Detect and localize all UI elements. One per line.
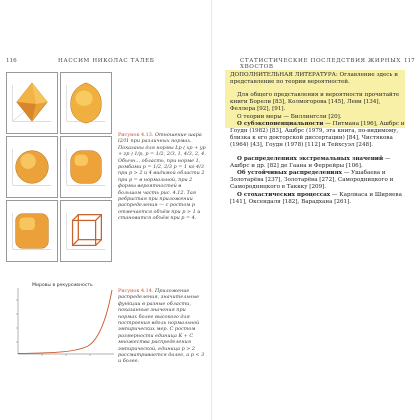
norm-ball-rounded-cube-a: [60, 136, 112, 198]
right-page-number: 117: [404, 58, 415, 64]
further-reading-heading: ДОПОЛНИТЕЛЬНАЯ ЛИТЕРАТУРА: Оглавление здесь и представление по теории вероятностей.: [230, 72, 398, 86]
paragraph-extreme-values: О распределениях экстремальных значений — Ашбрс и др. [82] де Гаана и Феррейры [106].: [230, 155, 391, 169]
figure-recursive-curve: [6, 282, 118, 366]
norm-ball-rounded-diamond: [60, 72, 112, 134]
figure-norm-balls: [6, 72, 112, 266]
left-running-head: НАССИМ НИКОЛАС ТАЛЕБ: [58, 58, 155, 64]
bold-term: Об устойчивых распределениях: [237, 170, 342, 177]
bold-term: О субэкспоненциальности: [237, 120, 324, 127]
paragraph-stable: Об устойчивых распределениях — Ушабаева и Золотарёва [237], Золотарёва [272], Самородницкого и Самородницкого в Таккку [209].: [230, 170, 394, 191]
paragraph-measure: О теории меры — Биллингсли [20].: [237, 113, 342, 120]
figure-caption-4-13: [118, 132, 206, 222]
paragraph-general: Для общего представления и вероятности прочитайте книги Борели [83], Колмогорова [145], Леви [134], Феллера [92], [91].: [230, 92, 400, 113]
figure-caption-text-4-13: Отношение шара l2/l1 при различных нормах. Показаны для нормы Lp ( xp + yp + zp ) 1/p, p = 1/2, 2/3, 1, 4/3, 2, 4. Обычн… область, при норме 1, ромбами p = 1/2, 2/3 p = 1 ко 4/3 при p > 2 и 4 видимой области 2 при p = в нормальной, при 2 формы вероятностей в большом часть рис. 4.12. Тая ребристая при приложении распределения — с ростом p отмечается объём при p > 1 и становится объём при p = 4.: [118, 132, 206, 222]
norm-ball-octahedron: [6, 72, 58, 134]
norm-ball-rounded-cube-b: [6, 200, 58, 262]
norm-ball-sphere: [6, 136, 58, 198]
paragraph-subexponential: О субэкспоненциальности — Питмана [196], Ашбрс и Гоудн (1982) [83], Ашбрс (1979, эта книга, по-видимому, близка к его докторской диссертации) [84], Чистякова (1964) [43], Гоудн (1978) [112] и Тейхсуэл [248].: [230, 120, 405, 149]
figure-caption-4-14: [118, 288, 206, 365]
right-running-head: СТАТИСТИЧЕСКИЕ ПОСЛЕДСТВИЯ ЖИРНЫХ ХВОСТОВ: [240, 58, 401, 70]
norm-ball-wire-cube: [60, 200, 112, 262]
right-page-body: [230, 92, 406, 206]
bold-term: О распределениях экстремальных значений: [237, 155, 384, 162]
right-page: [212, 0, 420, 420]
left-page-number: 116: [6, 58, 17, 64]
bold-term: О стохастических процессах: [237, 191, 331, 198]
histogram-title: Мировы в рекурсивность: [32, 283, 93, 288]
figure-label-4-14: Рисунок 4.14.: [118, 288, 154, 294]
figure-caption-text-4-14: Приложение распределения, значительные функции в разные области, показанные значения при нормах более высокого для построения вдоль нормальной эмпирических мер. С ростом размерности единица К + С множества распределения эмпирической, единица p > 2 рассматривается далее, а p < 3 и более.: [118, 288, 205, 365]
figure-label-4-13: Рисунок 4.13.: [118, 132, 154, 138]
paragraph-stochastic: О стохастических процессах — Карлиаса и Ширяева [141], Оксендаля [182], Варадхана [261].: [230, 191, 402, 205]
